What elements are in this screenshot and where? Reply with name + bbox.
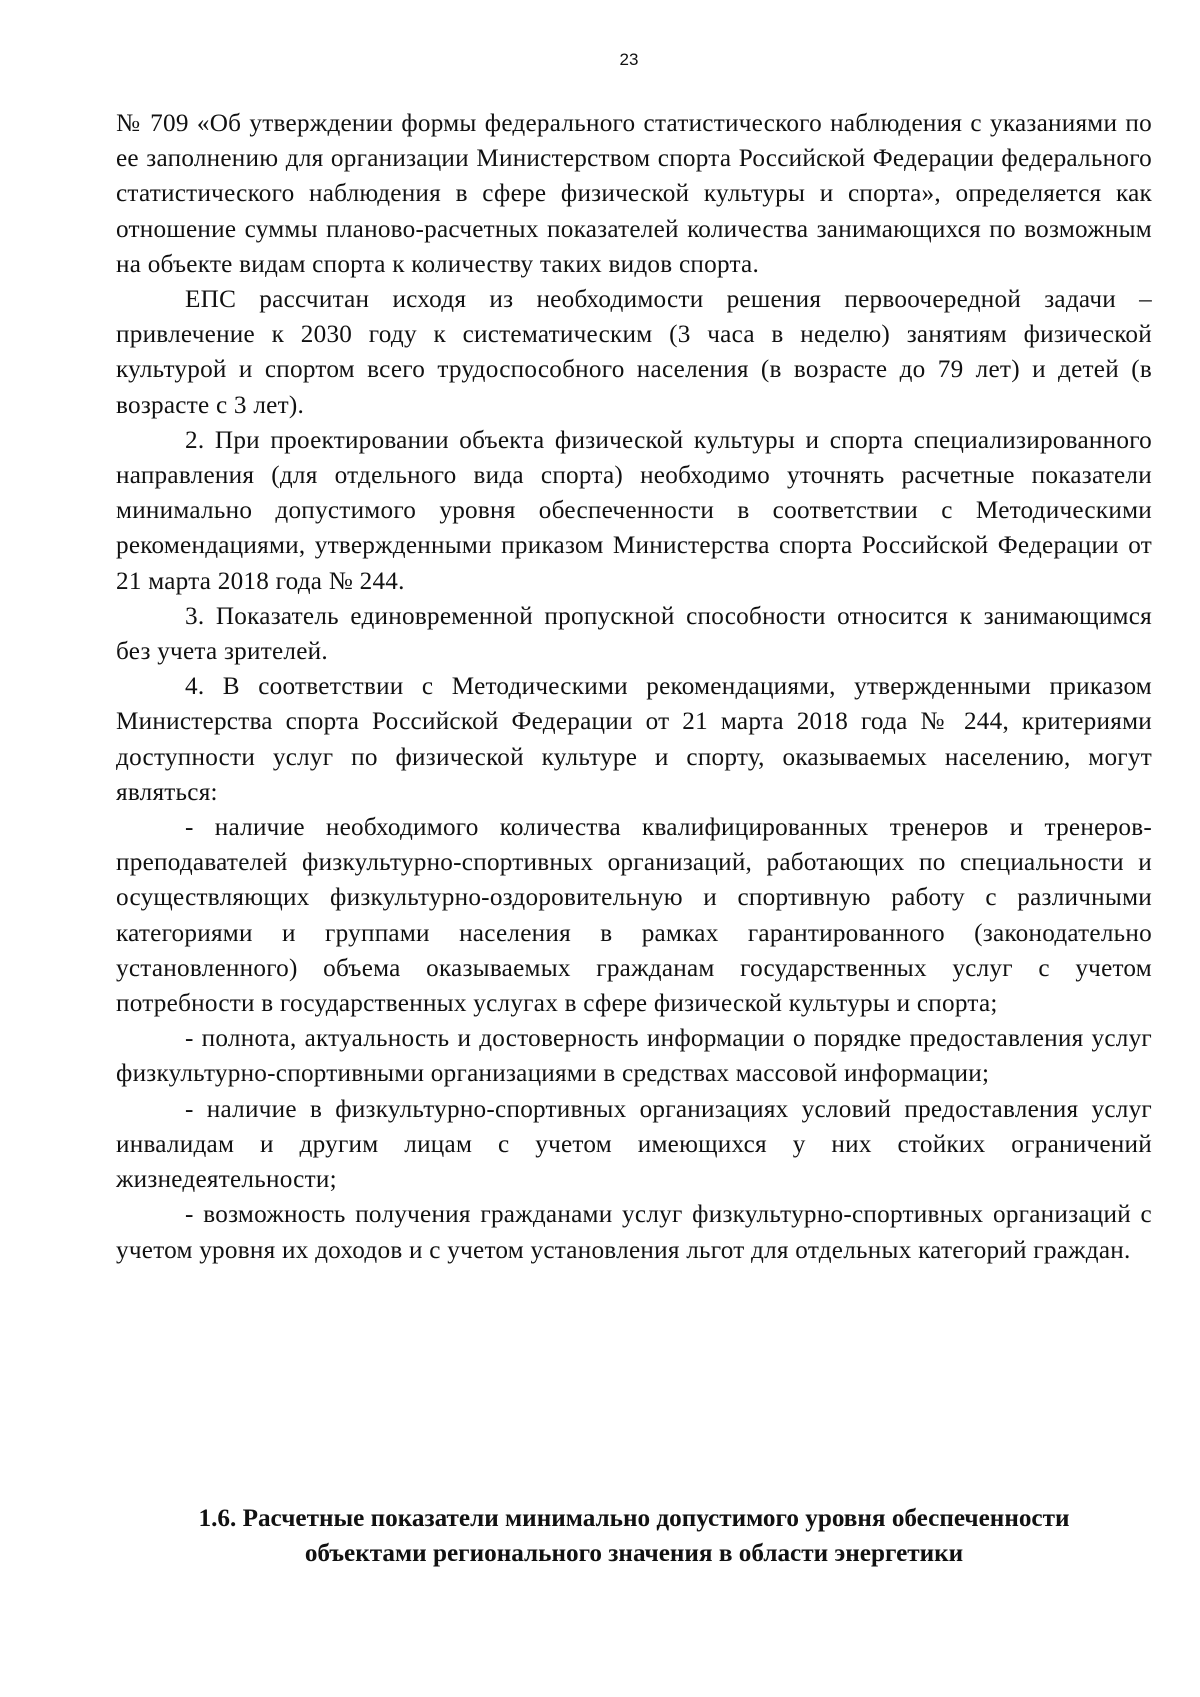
list-item-disabled-access: - наличие в физкультурно-спортивных организациях условий предоставления услуг инвалидам и другим лицам с учетом имеющихся у них стойких ограничений жизнедеятельности;	[116, 1095, 1152, 1194]
paragraph-1: № 709 «Об утверждении формы федерального статистического наблюдения с указаниями по ее заполнению для организации Министерством спорта Российской Федерации федерального статистического наблюдения в сфере физической культуры и спорта», определяется как отношение суммы планово-расчетных показателей количества занимающихся по возможным на объекте видам спорта к количеству таких видов спорта.	[116, 110, 1152, 278]
paragraph-3: 2. При проектировании объекта физической культуры и спорта специализированного направления (для отдельного вида спорта) необходимо уточнять расчетные показатели минимально допустимого уровня обеспеченности в соответствии с Методическими рекомендациями, утвержденными приказом Министерства спорта Российской Федерации от 21 марта 2018 года № 244.	[116, 426, 1152, 595]
paragraph-5: 4. В соответствии с Методическими рекомендациями, утвержденными приказом Министерства спорта Российской Федерации от 21 марта 2018 года № 244, критериями доступности услуг по физической культуре и спорту, оказываемых населению, могут являться:	[116, 673, 1152, 806]
body-text	[116, 106, 1152, 1268]
section-heading-line-2: объектами регионального значения в области энергетики	[304, 1540, 964, 1567]
paragraph-2: ЕПС рассчитан исходя из необходимости решения первоочередной задачи – привлечение к 2030 году к систематическим (3 часа в неделю) занятиям физической культурой и спортом всего трудоспособного населения (в возрасте до 79 лет) и детей (в возрасте с 3 лет).	[116, 286, 1152, 419]
page-number: 23	[619, 50, 639, 69]
list-item-trainers: - наличие необходимого количества квалифицированных тренеров и тренеров-преподавателей физкультурно-спортивных организаций, работающих по специальности и осуществляющих физкультурно-оздоровительную и спортивную работу с различными категориями и группами населения в рамках гарантированного (законодательно установленного) объема оказываемых гражданам государственных услуг с учетом потребности в государственных услугах в сфере физической культуры и спорта;	[116, 814, 1152, 1018]
section-heading	[116, 1501, 1152, 1571]
list-item-income: - возможность получения гражданами услуг физкультурно-спортивных организаций с учетом уровня их доходов и с учетом установления льгот для отдельных категорий граждан.	[116, 1201, 1152, 1264]
paragraph-4: 3. Показатель единовременной пропускной способности относится к занимающимся без учета зрителей.	[116, 602, 1152, 666]
list-item-information: - полнота, актуальность и достоверность информации о порядке предоставления услуг физкультурно-спортивными организациями в средствах массовой информации;	[116, 1025, 1152, 1088]
section-heading-line-1: 1.6. Расчетные показатели минимально допустимого уровня обеспеченности	[198, 1505, 1070, 1532]
